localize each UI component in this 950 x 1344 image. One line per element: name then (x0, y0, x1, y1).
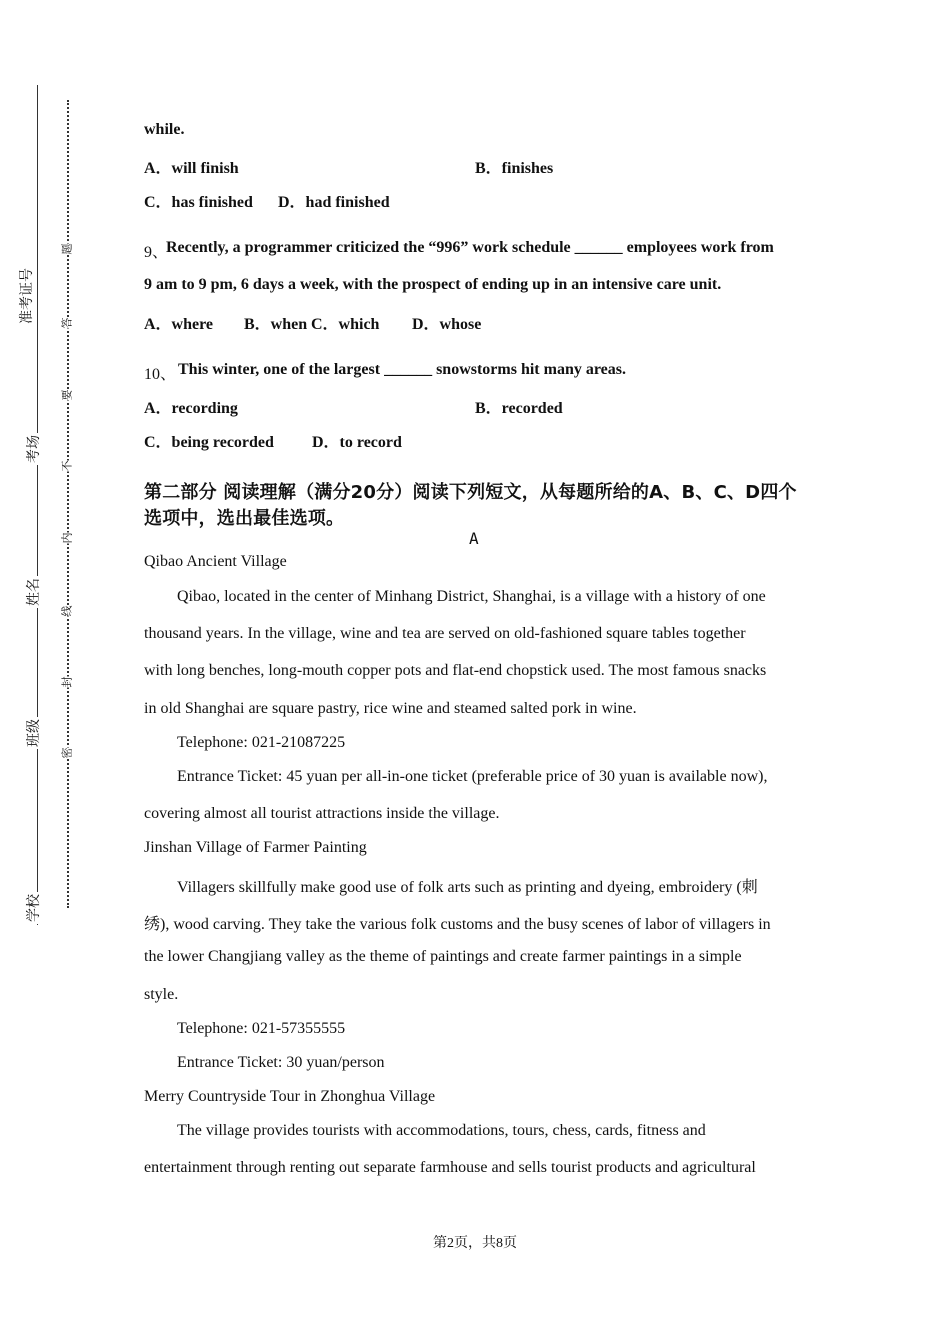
q9-option-d: D．whose (412, 316, 482, 333)
section2-heading-line2: 选项中，选出最佳选项。 (144, 508, 345, 529)
q10-option-b: B．recorded (475, 400, 563, 417)
jinshan-line: the lower Changjiang valley as the theme of paintings and create farmer paintings in a simple (144, 948, 742, 965)
seal-char: 内 (60, 532, 74, 544)
q8-option-b: B．finishes (475, 160, 554, 177)
jinshan-ticket: Entrance Ticket: 30 yuan/person (177, 1054, 385, 1071)
zhonghua-title: Merry Countryside Tour in Zhonghua Village (144, 1088, 436, 1105)
field-class: 班级 (23, 717, 43, 749)
q8-option-a: A．will finish (144, 160, 239, 177)
passage-label: A (469, 529, 479, 548)
zhonghua-line: entertainment through renting out separate farmhouse and sells tourist products and agricultural (144, 1159, 756, 1176)
field-school: 学校 (23, 892, 43, 924)
qibao-title: Qibao Ancient Village (144, 553, 287, 570)
jinshan-telephone: Telephone: 021-57355555 (177, 1020, 346, 1037)
q9-option-a: A．where (144, 316, 214, 333)
q8-option-d: D．had finished (278, 194, 390, 211)
seal-char: 不 (60, 460, 74, 472)
q10-number: 10、 (144, 366, 177, 383)
section2-heading-line1: 第二部分 阅读理解（满分20分）阅读下列短文，从每题所给的A、B、C、D四个 (144, 482, 797, 503)
qibao-ticket-line1: Entrance Ticket: 45 yuan per all-in-one ticket (preferable price of 30 yuan is available now), (177, 768, 768, 785)
jinshan-line: style. (144, 986, 179, 1003)
binding-line (37, 85, 38, 925)
qibao-line: Qibao, located in the center of Minhang District, Shanghai, is a village with a history of one (177, 588, 766, 605)
zhonghua-line: The village provides tourists with accommodations, tours, chess, cards, fitness and (177, 1122, 706, 1139)
qibao-line: with long benches, long-mouth copper pots and flat-end chopstick used. The most famous snacks (144, 662, 767, 679)
q9-stem-line1: Recently, a programmer criticized the “996” work schedule ______ employees work from (166, 239, 774, 256)
q9-option-c: C．which (311, 316, 380, 333)
jinshan-line: 绣), wood carving. They take the various folk customs and the busy scenes of labor of villagers in (144, 916, 771, 933)
seal-char: 答 (60, 317, 74, 329)
seal-char: 密 (60, 747, 74, 759)
q9-option-b: B．when (244, 316, 308, 333)
q10-option-d: D．to record (312, 434, 402, 451)
q8-tail: while. (144, 121, 185, 138)
qibao-telephone: Telephone: 021-21087225 (177, 734, 346, 751)
seal-dotted-line (67, 100, 69, 908)
qibao-line: in old Shanghai are square pastry, rice wine and steamed salted pork in wine. (144, 700, 637, 717)
qibao-line: thousand years. In the village, wine and tea are served on old-fashioned square tables together (144, 625, 746, 642)
jinshan-title: Jinshan Village of Farmer Painting (144, 839, 367, 856)
jinshan-line: Villagers skillfully make good use of folk arts such as printing and dyeing, embroidery (刺 (177, 879, 758, 896)
page-number: 第2页，共8页 (433, 1236, 517, 1251)
field-exam-number: 准考证号 (16, 266, 36, 326)
field-exam-room: 考场 (23, 433, 43, 465)
q10-stem: This winter, one of the largest ______ snowstorms hit many areas. (178, 361, 626, 378)
seal-char: 要 (60, 389, 74, 401)
seal-char: 线 (60, 605, 74, 617)
qibao-ticket-line2: covering almost all tourist attractions inside the village. (144, 805, 500, 822)
field-name: 姓名 (23, 576, 43, 608)
q10-option-c: C．being recorded (144, 434, 274, 451)
seal-char: 题 (60, 243, 74, 255)
q9-number: 9、 (144, 244, 169, 261)
seal-char: 封 (60, 676, 74, 688)
q9-stem-line2: 9 am to 9 pm, 6 days a week, with the prospect of ending up in an intensive care unit. (144, 276, 722, 293)
q8-option-c: C．has finished (144, 194, 253, 211)
q10-option-a: A．recording (144, 400, 238, 417)
